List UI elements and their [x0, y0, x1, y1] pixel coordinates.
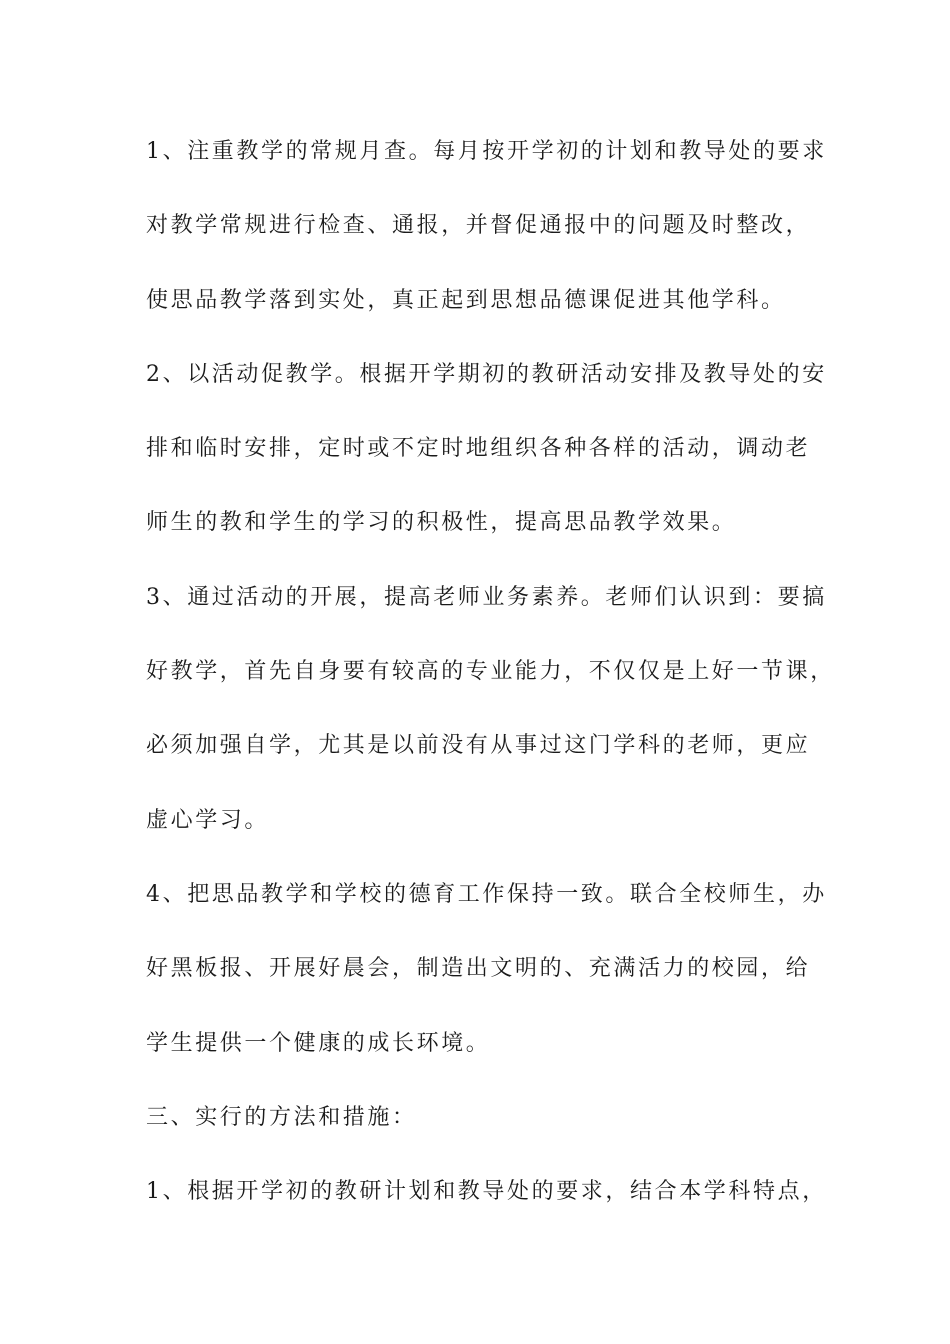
text-line-11: 4、把思品教学和学校的德育工作保持一致。联合全校师生，办 — [146, 881, 827, 907]
text-line-4: 2、以活动促教学。根据开学期初的教研活动安排及教导处的安 — [146, 361, 827, 387]
text-line-1: 1、注重教学的常规月查。每月按开学初的计划和教导处的要求 — [146, 139, 827, 164]
text-line-8: 好教学，首先自身要有较高的专业能力，不仅仅是上好一节课， — [146, 659, 835, 685]
text-line-7: 3、通过活动的开展，提高老师业务素养。老师们认识到：要搞 — [146, 584, 827, 610]
text-line-10: 虚心学习。 — [146, 807, 270, 833]
text-line-15: 1、根据开学初的教研计划和教导处的要求，结合本学科特点， — [146, 1179, 827, 1205]
text-line-12: 好黑板报、开展好晨会，制造出文明的、充满活力的校园，给 — [146, 956, 811, 982]
document-body — [146, 130, 835, 1244]
text-line-3: 使思品教学落到实处，真正起到思想品德课促进其他学科。 — [146, 287, 786, 313]
text-line-6: 师生的教和学生的学习的积极性，提高思品教学效果。 — [146, 510, 737, 536]
section-heading: 三、实行的方法和措施： — [146, 1104, 417, 1130]
text-line-9: 必须加强自学，尤其是以前没有从事过这门学科的老师，更应 — [146, 733, 811, 759]
text-line-5: 排和临时安排，定时或不定时地组织各种各样的活动，调动老 — [146, 436, 811, 462]
text-line-13: 学生提供一个健康的成长环境。 — [146, 1030, 491, 1056]
text-line-2: 对教学常规进行检查、通报，并督促通报中的问题及时整改， — [146, 213, 811, 239]
